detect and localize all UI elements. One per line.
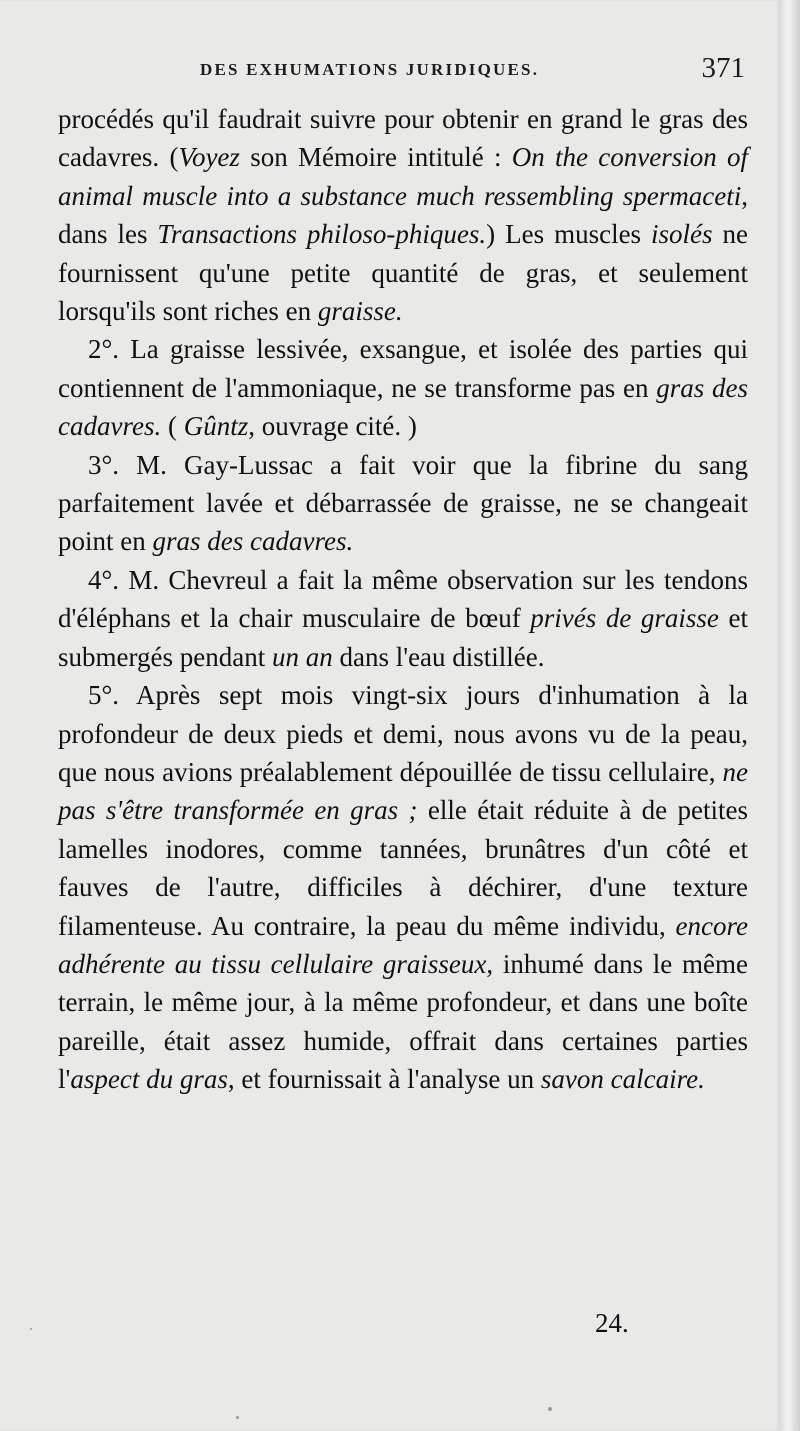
signature-mark: 24. bbox=[595, 1308, 629, 1338]
body-text bbox=[58, 100, 748, 1099]
paper-speck bbox=[30, 1328, 32, 1330]
paragraph-3: 3°. M. Gay-Lussac a fait voir que la fibrine du sang parfaitement lavée et débarrassée de graisse, ne se changeait point en gras des cadavres. bbox=[58, 449, 748, 557]
page-header bbox=[200, 52, 745, 92]
paper-speck bbox=[548, 1407, 552, 1411]
paragraph-1: procédés qu'il faudrait suivre pour obtenir en grand le gras des cadavres. (Voyez son Mémoire intitulé : On the conversion of animal muscle into a substance much ressembling spermaceti, dans les Transactions philoso-phiques.) Les muscles isolés ne fournissent qu'une petite quantité de gras, et seulement lorsqu'ils sont riches en graisse. bbox=[58, 104, 749, 327]
paragraph-2: 2°. La graisse lessivée, exsangue, et isolée des parties qui contiennent de l'ammoniaque, ne se transforme pas en gras des cadavres. ( Gûntz, ouvrage cité. ) bbox=[58, 334, 748, 442]
running-title: DES EXHUMATIONS JURIDIQUES. bbox=[200, 60, 540, 79]
page-number: 371 bbox=[701, 52, 745, 84]
paragraph-5: 5°. Après sept mois vingt-six jours d'inhumation à la profondeur de deux pieds et demi, nous avons vu de la peau, que nous avions préalablement dépouillée de tissu cellulaire, ne pas s'être transformée en gras ; elle était réduite à de petites lamelles inodores, comme tannées, brunâtres d'un côté et fauves de l'autre, difficiles à déchirer, d'une texture filamenteuse. Au contraire, la peau du même individu, encore adhérente au tissu cellulaire graisseux, inhumé dans le même terrain, le même jour, à la même profondeur, et dans une boîte pareille, était assez humide, offrait dans certaines parties l'aspect du gras, et fournissait à l'analyse un savon calcaire. bbox=[58, 680, 748, 1095]
paragraph-4: 4°. M. Chevreul a fait la même observation sur les tendons d'éléphans et la chair musculaire de bœuf privés de graisse et submergés pendant un an dans l'eau distillée. bbox=[58, 564, 748, 672]
paper-speck bbox=[236, 1416, 239, 1419]
page-edge bbox=[780, 0, 800, 1431]
